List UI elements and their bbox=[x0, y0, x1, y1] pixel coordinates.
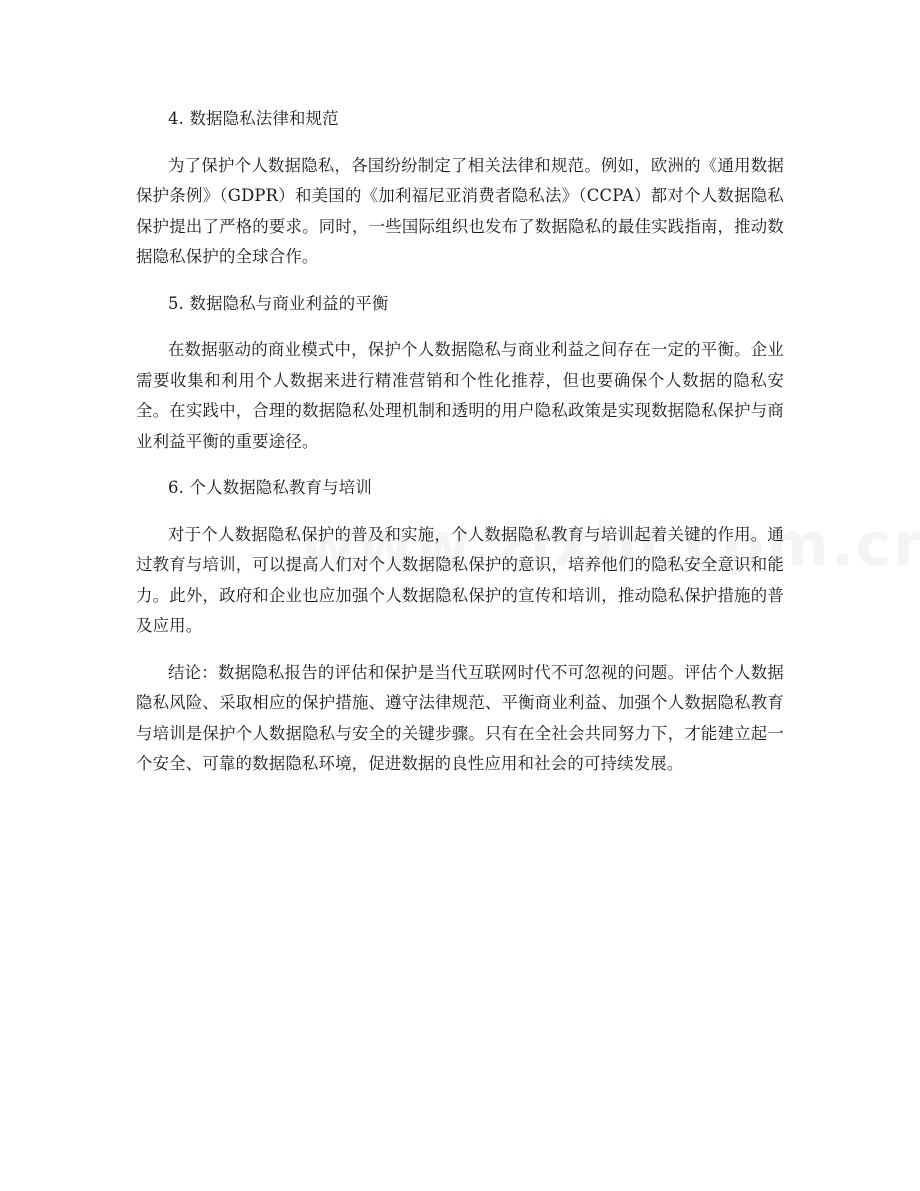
conclusion-paragraph: 结论：数据隐私报告的评估和保护是当代互联网时代不可忽视的问题。评估个人数据隐私风险、采取相应的保护措施、遵守法律规范、平衡商业利益、加强个人数据隐私教育与培训是保护个人数据隐私与安全的关键步骤。只有在全社会共同努力下，才能建立起一个安全、可靠的数据隐私环境，促进数据的良性应用和社会的可持续发展。 bbox=[136, 662, 784, 773]
section-heading-6: 6. 个人数据隐私教育与培训 bbox=[168, 478, 372, 497]
section-heading-4: 4. 数据隐私法律和规范 bbox=[168, 109, 339, 128]
section-heading-5: 5. 数据隐私与商业利益的平衡 bbox=[168, 293, 389, 313]
section-paragraph-6: 对于个人数据隐私保护的普及和实施，个人数据隐私教育与培训起着关键的作用。通过教育与培训，可以提高人们对个人数据隐私保护的意识，培养他们的隐私安全意识和能力。此外，政府和企业也应加强个人数据隐私保护的宣传和培训，推动隐私保护措施的普及应用。 bbox=[136, 524, 784, 635]
section-paragraph-4: 为了保护个人数据隐私，各国纷纷制定了相关法律和规范。例如，欧洲的《通用数据保护条例》（GDPR）和美国的《加利福尼亚消费者隐私法》（CCPA）都对个人数据隐私保护提出了严格的要求。同时，一些国际组织也发布了数据隐私的最佳实践指南，推动数据隐私保护的全球合作。 bbox=[136, 155, 784, 266]
document-body bbox=[136, 104, 784, 796]
section-paragraph-5: 在数据驱动的商业模式中，保护个人数据隐私与商业利益之间存在一定的平衡。企业需要收集和利用个人数据来进行精准营销和个性化推荐，但也要确保个人数据的隐私安全。在实践中，合理的数据隐私处理机制和透明的用户隐私政策是实现数据隐私保护与商业利益平衡的重要途径。 bbox=[136, 340, 784, 451]
